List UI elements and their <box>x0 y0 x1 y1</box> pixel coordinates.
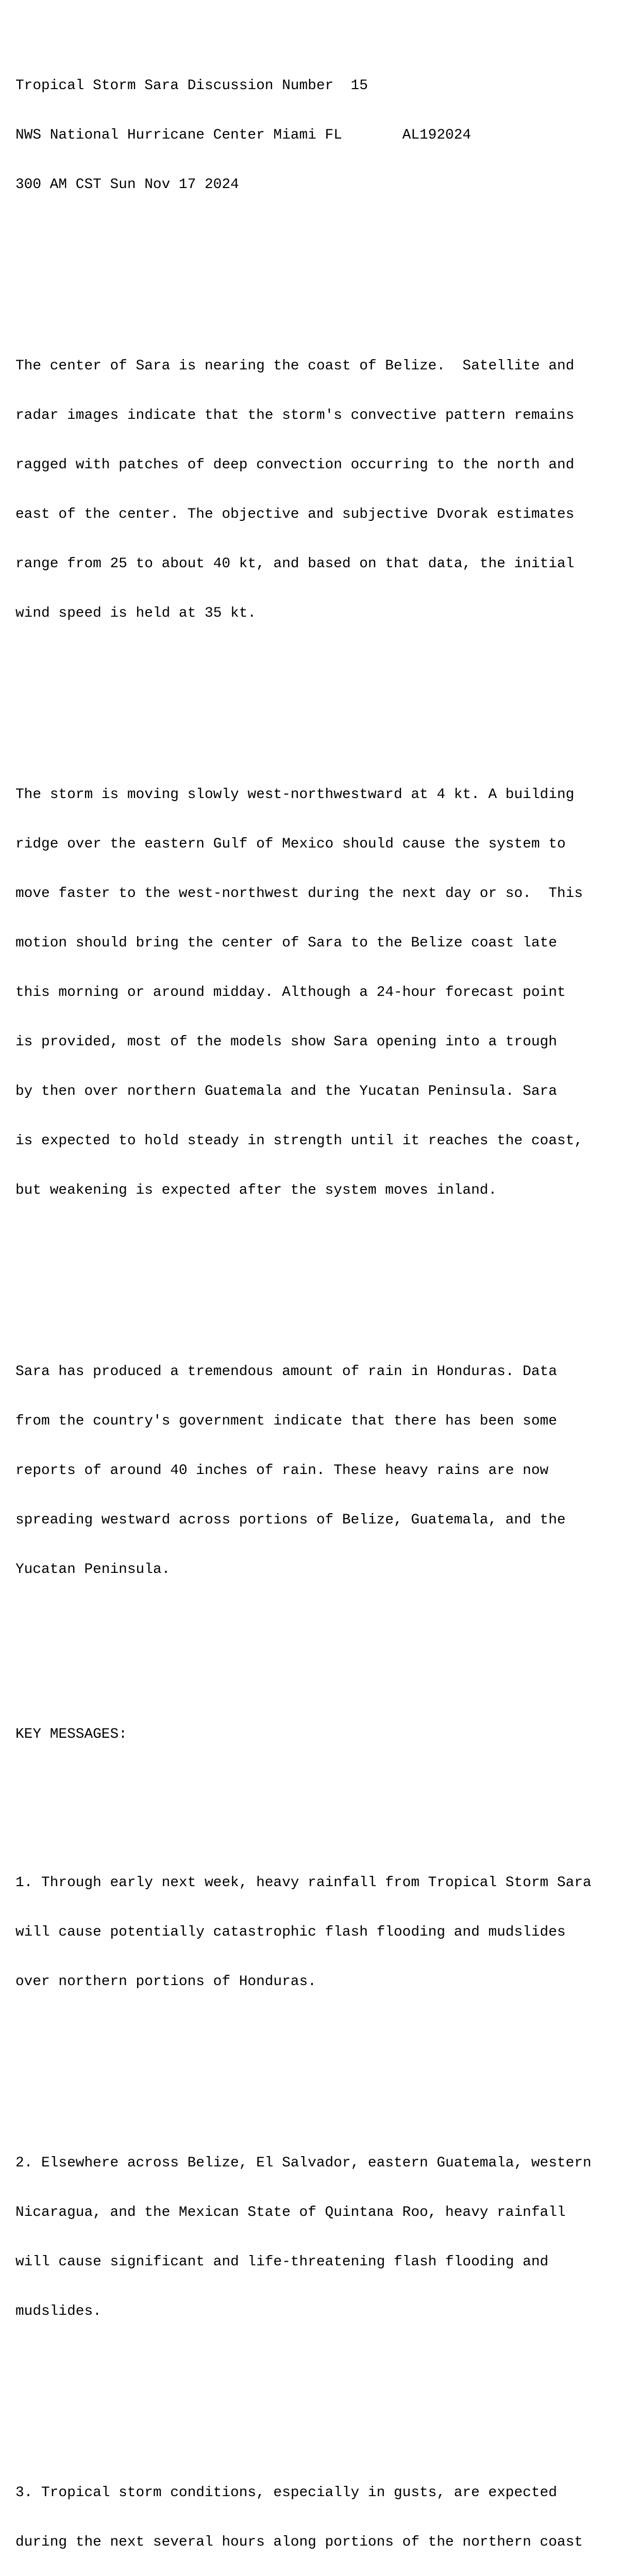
paragraph-track <box>15 754 629 1232</box>
text-line: is provided, most of the models show Sara opening into a trough <box>15 1034 557 1050</box>
paragraph-intensity <box>15 325 629 655</box>
text-line: 2. Elsewhere across Belize, El Salvador, eastern Guatemala, western <box>15 2155 592 2171</box>
text-line: reports of around 40 inches of rain. These heavy rains are now <box>15 1463 549 1479</box>
text-line: 3. Tropical storm conditions, especially in gusts, are expected <box>15 2485 557 2501</box>
key-message-1 <box>15 1842 629 2023</box>
issue-time: 300 AM CST Sun Nov 17 2024 <box>15 177 239 193</box>
key-messages-heading: KEY MESSAGES: <box>15 1726 127 1742</box>
key-message-3 <box>15 2452 629 2576</box>
text-line: east of the center. The objective and subjective Dvorak estimates <box>15 506 575 522</box>
text-line: will cause significant and life-threatening flash flooding and <box>15 2254 549 2270</box>
text-line: wind speed is held at 35 kt. <box>15 605 257 621</box>
text-line: this morning or around midday. Although a 24-hour forecast point <box>15 985 566 1001</box>
text-line: range from 25 to about 40 kt, and based on that data, the initial <box>15 556 575 572</box>
text-line: Sara has produced a tremendous amount of rain in Honduras. Data <box>15 1364 557 1380</box>
text-line: The storm is moving slowly west-northwestward at 4 kt. A building <box>15 787 575 803</box>
text-line: mudslides. <box>15 2303 102 2319</box>
header-block <box>15 45 629 226</box>
text-line: Nicaragua, and the Mexican State of Quintana Roo, heavy rainfall <box>15 2205 566 2221</box>
text-line: radar images indicate that the storm's convective pattern remains <box>15 408 575 423</box>
text-line: motion should bring the center of Sara to the Belize coast late <box>15 935 557 951</box>
text-line: is expected to hold steady in strength until it reaches the coast, <box>15 1133 583 1149</box>
text-line: over northern portions of Honduras. <box>15 1974 316 1990</box>
text-line: 1. Through early next week, heavy rainfall from Tropical Storm Sara <box>15 1875 592 1891</box>
text-line: from the country's government indicate that there has been some <box>15 1413 557 1429</box>
text-line: Yucatan Peninsula. <box>15 1562 171 1578</box>
issuing-office: NWS National Hurricane Center Miami FL AL192024 <box>15 127 472 143</box>
text-line: will cause potentially catastrophic flash flooding and mudslides <box>15 1924 566 1940</box>
paragraph-rainfall <box>15 1331 629 1611</box>
text-line: ragged with patches of deep convection occurring to the north and <box>15 457 575 473</box>
key-message-2 <box>15 2122 629 2353</box>
text-line: but weakening is expected after the system moves inland. <box>15 1182 497 1198</box>
text-line: ridge over the eastern Gulf of Mexico should cause the system to <box>15 836 566 852</box>
text-line: by then over northern Guatemala and the Yucatan Peninsula. Sara <box>15 1083 557 1099</box>
text-line: during the next several hours along portions of the northern coast <box>15 2534 583 2550</box>
document-title: Tropical Storm Sara Discussion Number 15 <box>15 78 368 94</box>
text-line: The center of Sara is nearing the coast of Belize. Satellite and <box>15 358 575 374</box>
discussion-document <box>15 12 629 2576</box>
text-line: move faster to the west-northwest during the next day or so. This <box>15 886 583 902</box>
text-line: spreading westward across portions of Belize, Guatemala, and the <box>15 1512 566 1528</box>
